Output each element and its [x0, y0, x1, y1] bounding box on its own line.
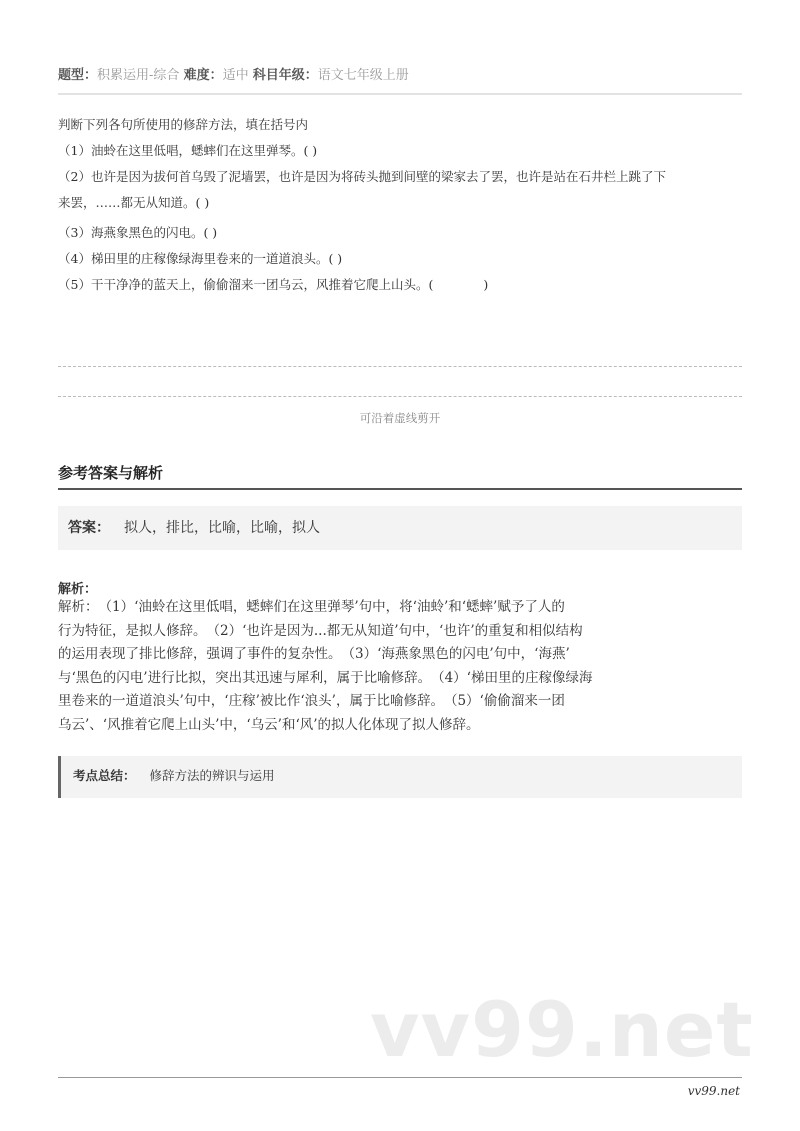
- question-line: （5）干干净净的蓝天上，偷偷溜来一团乌云，风推着它爬上山头。( ): [58, 277, 489, 292]
- analysis-line: 解析： （1）‘油蛉在这里低唱，蟋蟀们在这里弹琴’句中，将‘油蛉’和‘蟋蟀’赋予了人的: [58, 599, 565, 615]
- type-value: 积累运用-综合: [97, 68, 180, 83]
- answer-label: 答案：: [68, 520, 110, 536]
- cut-line: [58, 396, 742, 397]
- analysis-line: 里卷来的一道道浪头’句中，‘庄稼’被比作‘浪头’，属于比喻修辞。 （5）‘偷偷溜来一团: [58, 693, 565, 709]
- cut-line: [58, 366, 742, 367]
- footer-divider: [58, 1077, 742, 1078]
- watermark: vv99.net: [370, 985, 754, 1074]
- divider: [58, 488, 742, 490]
- question-line: （2）也许是因为拔何首乌毁了泥墙罢，也许是因为将砖头抛到间壁的梁家去了罢，也许是站在石井栏上跳了下: [58, 169, 666, 184]
- question: [58, 112, 748, 298]
- summary-value: 修辞方法的辨识与运用: [149, 768, 275, 783]
- analysis-line: 与‘黑色的闪电’进行比拟，突出其迅速与犀利，属于比喻修辞。 （4）‘梯田里的庄稼像绿海: [58, 669, 593, 686]
- answer-value: 拟人，排比，比喻，比喻，拟人: [124, 520, 320, 536]
- type-label: 题型：: [58, 68, 98, 83]
- question-stem: 判断下列各句所使用的修辞方法，填在括号内: [58, 117, 309, 132]
- section-title: 参考答案与解析: [58, 464, 164, 482]
- analysis-line: 行为特征，是拟人修辞。 （2）‘也许是因为...都无从知道’句中，‘也许’的重复和相似结构: [58, 622, 583, 639]
- question-line: 来罢，……都无从知道。( ): [58, 195, 210, 210]
- divider: [58, 93, 742, 95]
- analysis-line: 乌云’、‘风推着它爬上山头’中，‘乌云’和‘风’的拟人化体现了拟人修辞。: [58, 716, 480, 733]
- question-line: （4）梯田里的庄稼像绿海里卷来的一道道浪头。( ): [58, 251, 343, 266]
- grade-label: 科目年级：: [252, 68, 318, 83]
- analysis-title: 解析：: [58, 582, 98, 597]
- summary-box: [58, 756, 742, 798]
- footer-site: vv99.net: [687, 1084, 740, 1098]
- question-line: （1）油蛉在这里低唱，蟋蟀们在这里弹琴。( ): [58, 143, 318, 158]
- cut-hint: 可沿着虚线剪开: [359, 411, 441, 425]
- difficulty-value: 适中: [222, 68, 249, 83]
- question-meta: [58, 64, 409, 83]
- summary-label: 考点总结：: [73, 768, 136, 783]
- difficulty-label: 难度：: [183, 68, 223, 83]
- question-line: （3）海燕象黑色的闪电。( ): [58, 225, 218, 240]
- analysis-line: 的运用表现了排比修辞，强调了事件的复杂性。 （3）‘海燕象黑色的闪电’句中，‘海燕’: [58, 646, 570, 662]
- grade-value: 语文七年级上册: [317, 68, 409, 83]
- answer-box: [58, 506, 742, 550]
- analysis-body: [58, 596, 592, 737]
